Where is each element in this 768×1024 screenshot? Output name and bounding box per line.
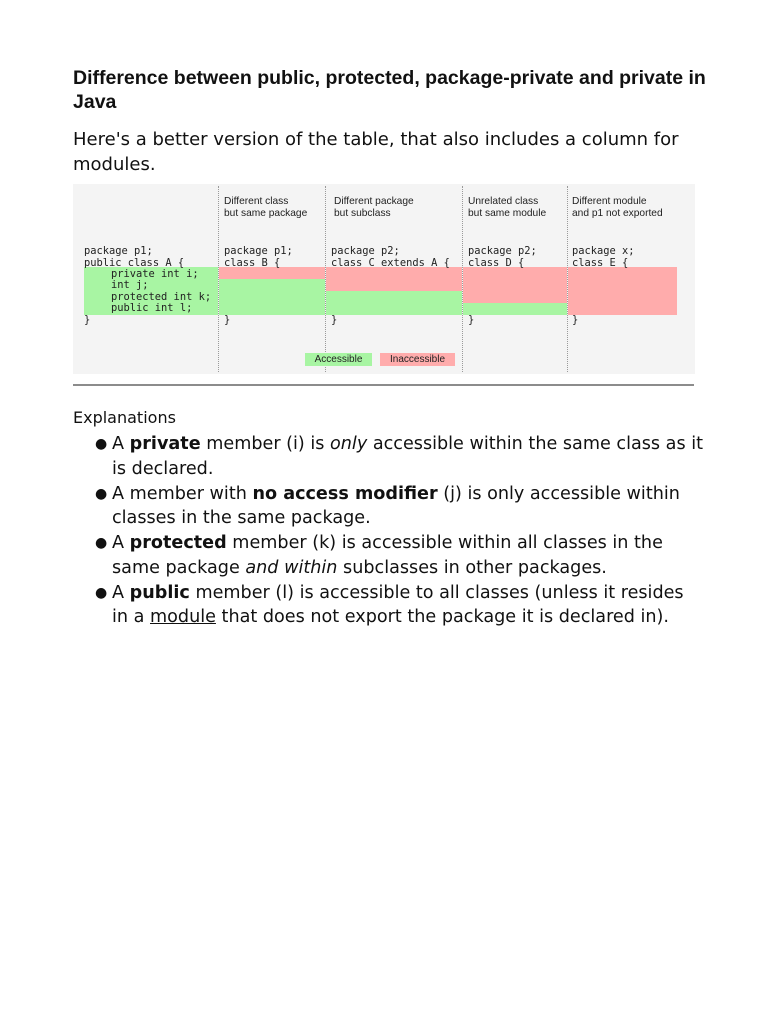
class-e-close: } [572,314,579,326]
header-different-package [334,196,414,220]
explanations-label: Explanations [73,408,176,427]
header-line: and p1 not exported [572,208,663,219]
bullet-text: A [112,434,130,454]
keyword-protected: protected [129,533,227,553]
class-d-package: package p2; [468,245,537,257]
bullet-text: member (k) is accessible within all classes in the same package [112,533,663,578]
header-different-module [572,196,663,220]
cell-d-l [463,303,567,315]
class-b-package: package p1; [224,245,293,257]
header-unrelated-class [468,196,546,220]
header-different-class [224,196,307,220]
keyword-public: public [129,582,190,603]
bullet-text: accessible within the same class as it is declared. [112,434,703,479]
cell-e-ijkl [568,267,677,315]
list-item [73,531,703,580]
bullet-text: that does not export the package it is declared in). [215,607,669,627]
keyword-private: private [129,434,201,454]
list-item [73,482,703,531]
emphasis-only: only [330,434,368,454]
bullet-text: subclasses in other packages. [337,557,607,578]
bullet-icon: ● [95,535,108,551]
bullet-text: A [112,533,130,553]
header-line: Different class [224,196,289,207]
class-b-close: } [224,314,231,326]
header-line: Different module [572,196,647,207]
class-a-close: } [84,314,91,326]
bullet-text: A member with [112,483,253,504]
cell-b-jkl [219,279,325,315]
bullet-text: A [112,582,130,603]
access-table-figure [73,184,695,374]
header-line: Different package [334,196,414,207]
intro-text: Here's a better version of the table, that also includes a column for modules. [73,129,679,175]
cell-c-ij [326,267,462,291]
bullet-icon: ● [95,584,108,601]
keyword-no-access-modifier: no access modifier [252,483,438,504]
page-title: Difference between public, protected, package-private and private in Java [73,67,706,113]
member-protected-k: protected int k; [111,290,212,303]
header-line: but same package [224,208,308,219]
legend-accessible: Accessible [305,353,372,366]
class-a-declaration: public class A { [84,256,185,269]
list-item [73,581,703,630]
class-e-declaration: class E { [572,256,629,269]
header-line: Unrelated class [468,196,539,207]
class-c-package: package p2; [331,245,400,257]
section-divider [73,384,694,386]
explanations-list [73,432,703,630]
bullet-icon: ● [95,485,108,502]
bullet-text: member (l) is accessible to all classes (unless it resides in a [112,582,684,627]
class-b-declaration: class B { [224,256,281,269]
cell-d-ijk [463,267,567,303]
member-public-l: public int l; [111,302,193,314]
header-line: but subclass [334,208,391,219]
header-line: but same module [468,208,547,219]
class-c-declaration: class C extends A { [331,256,450,269]
class-d-close: } [468,314,475,326]
class-c-close: } [331,314,338,326]
bullet-icon: ● [95,436,108,452]
module-link[interactable]: module [150,607,216,627]
class-a-package: package p1; [84,245,153,257]
class-d-declaration: class D { [468,256,525,269]
class-e-package: package x; [572,245,635,257]
emphasis-and-within: and within [245,557,338,578]
list-item [73,432,703,481]
bullet-text: (j) is only accessible within classes in the same package. [112,483,680,528]
member-j: int j; [111,279,149,291]
legend-inaccessible: Inaccessible [380,353,455,366]
bullet-text: member (i) is [200,434,331,454]
member-private-i: private int i; [111,267,199,280]
cell-c-kl [326,291,462,315]
